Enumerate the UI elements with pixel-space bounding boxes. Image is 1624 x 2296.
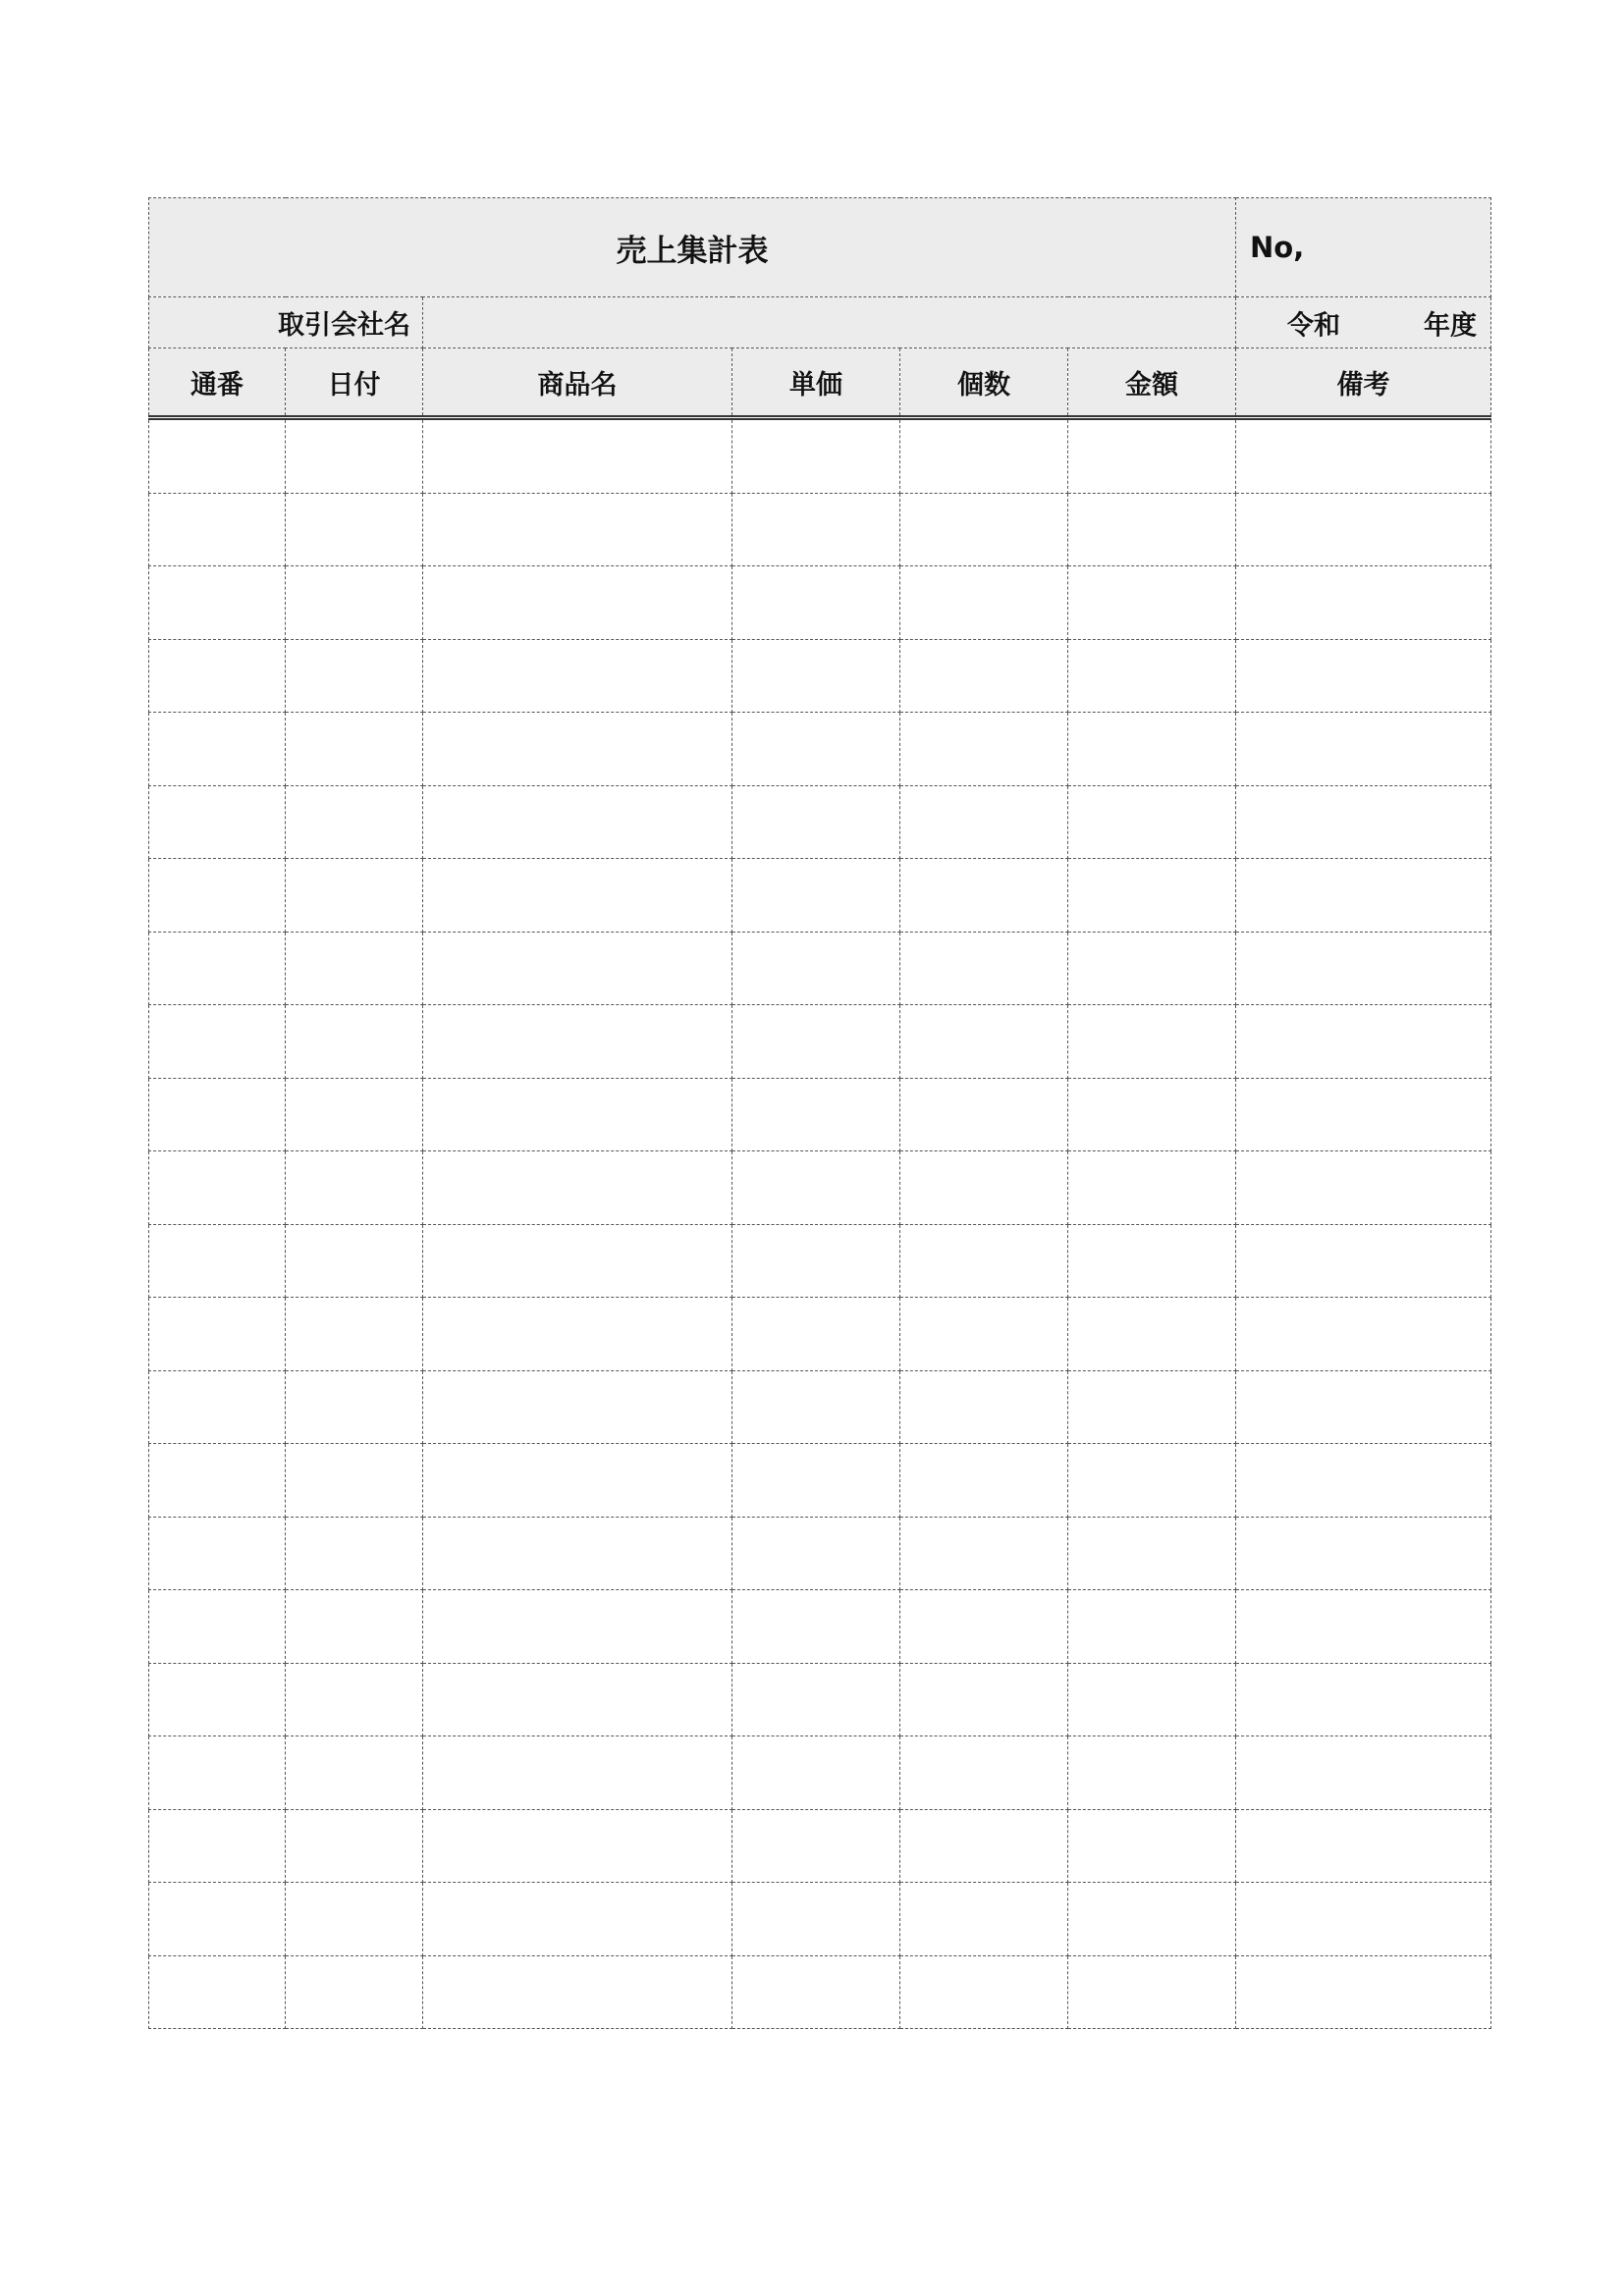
table-row (149, 859, 1491, 933)
amount-cell[interactable] (1068, 639, 1236, 713)
table-row (149, 1444, 1491, 1518)
quantity-cell[interactable] (900, 493, 1068, 566)
date-cell[interactable] (286, 1517, 423, 1590)
quantity-cell[interactable] (900, 1298, 1068, 1371)
remarks-cell[interactable] (1236, 639, 1491, 713)
date-cell[interactable] (286, 1298, 423, 1371)
serial-number-cell[interactable] (149, 1078, 286, 1151)
date-cell[interactable] (286, 859, 423, 933)
serial-number-cell[interactable] (149, 1298, 286, 1371)
amount-cell[interactable] (1068, 1005, 1236, 1079)
quantity-cell[interactable] (900, 418, 1068, 494)
era-label: 令和 (1287, 310, 1340, 341)
amount-cell[interactable] (1068, 1444, 1236, 1518)
remarks-cell[interactable] (1236, 493, 1491, 566)
product-name-cell[interactable] (423, 1663, 732, 1736)
column-header-amount: 金額 (1068, 348, 1236, 418)
date-cell[interactable] (286, 1005, 423, 1079)
date-cell[interactable] (286, 1444, 423, 1518)
product-name-cell[interactable] (423, 1224, 732, 1298)
product-name-cell[interactable] (423, 418, 732, 494)
quantity-cell[interactable] (900, 639, 1068, 713)
remarks-cell[interactable] (1236, 1078, 1491, 1151)
quantity-cell[interactable] (900, 1663, 1068, 1736)
date-cell[interactable] (286, 713, 423, 786)
serial-number-cell[interactable] (149, 1517, 286, 1590)
unit-price-cell[interactable] (732, 1809, 900, 1883)
unit-price-cell[interactable] (732, 1736, 900, 1810)
date-cell[interactable] (286, 1883, 423, 1956)
table-row (149, 418, 1491, 494)
serial-number-cell[interactable] (149, 1370, 286, 1444)
remarks-cell[interactable] (1236, 1517, 1491, 1590)
table-row (149, 1883, 1491, 1956)
date-cell[interactable] (286, 1078, 423, 1151)
table-row (149, 1370, 1491, 1444)
fiscal-year-label: 年度 (1424, 310, 1477, 341)
table-row (149, 713, 1491, 786)
date-cell[interactable] (286, 932, 423, 1005)
serial-number-cell[interactable] (149, 1663, 286, 1736)
product-name-cell[interactable] (423, 1590, 732, 1664)
date-cell[interactable] (286, 1151, 423, 1225)
remarks-cell[interactable] (1236, 418, 1491, 494)
remarks-cell[interactable] (1236, 1005, 1491, 1079)
remarks-cell[interactable] (1236, 1370, 1491, 1444)
amount-cell[interactable] (1068, 1298, 1236, 1371)
remarks-cell[interactable] (1236, 859, 1491, 933)
unit-price-cell[interactable] (732, 1078, 900, 1151)
product-name-cell[interactable] (423, 1955, 732, 2029)
product-name-cell[interactable] (423, 1736, 732, 1810)
amount-cell[interactable] (1068, 566, 1236, 640)
serial-number-cell[interactable] (149, 932, 286, 1005)
serial-number-cell[interactable] (149, 566, 286, 640)
remarks-cell[interactable] (1236, 713, 1491, 786)
product-name-cell[interactable] (423, 1444, 732, 1518)
amount-cell[interactable] (1068, 1663, 1236, 1736)
unit-price-cell[interactable] (732, 713, 900, 786)
table-row (149, 1955, 1491, 2029)
serial-number-cell[interactable] (149, 1955, 286, 2029)
date-cell[interactable] (286, 1809, 423, 1883)
quantity-cell[interactable] (900, 1736, 1068, 1810)
product-name-cell[interactable] (423, 1517, 732, 1590)
quantity-cell[interactable] (900, 932, 1068, 1005)
amount-cell[interactable] (1068, 493, 1236, 566)
quantity-cell[interactable] (900, 1955, 1068, 2029)
unit-price-cell[interactable] (732, 639, 900, 713)
date-cell[interactable] (286, 1955, 423, 2029)
remarks-cell[interactable] (1236, 1809, 1491, 1883)
amount-cell[interactable] (1068, 418, 1236, 494)
date-cell[interactable] (286, 1590, 423, 1664)
quantity-cell[interactable] (900, 1517, 1068, 1590)
quantity-cell[interactable] (900, 1224, 1068, 1298)
remarks-cell[interactable] (1236, 785, 1491, 859)
serial-number-cell[interactable] (149, 713, 286, 786)
sales-summary-table (148, 197, 1491, 2029)
table-row (149, 1663, 1491, 1736)
unit-price-cell[interactable] (732, 1370, 900, 1444)
quantity-cell[interactable] (900, 1078, 1068, 1151)
sales-summary-form (148, 197, 1490, 2029)
table-row (149, 639, 1491, 713)
remarks-cell[interactable] (1236, 566, 1491, 640)
remarks-cell[interactable] (1236, 1736, 1491, 1810)
product-name-cell[interactable] (423, 639, 732, 713)
table-row (149, 566, 1491, 640)
date-cell[interactable] (286, 566, 423, 640)
serial-number-cell[interactable] (149, 1736, 286, 1810)
unit-price-cell[interactable] (732, 1955, 900, 2029)
product-name-cell[interactable] (423, 1809, 732, 1883)
product-name-cell[interactable] (423, 859, 732, 933)
table-row (149, 1809, 1491, 1883)
unit-price-cell[interactable] (732, 859, 900, 933)
table-row (149, 785, 1491, 859)
column-header-row (149, 348, 1491, 418)
unit-price-cell[interactable] (732, 1883, 900, 1956)
remarks-cell[interactable] (1236, 1883, 1491, 1956)
remarks-cell[interactable] (1236, 1444, 1491, 1518)
amount-cell[interactable] (1068, 1590, 1236, 1664)
product-name-cell[interactable] (423, 785, 732, 859)
table-row (149, 1590, 1491, 1664)
date-cell[interactable] (286, 1663, 423, 1736)
quantity-cell[interactable] (900, 566, 1068, 640)
table-row (149, 1151, 1491, 1225)
column-header-unit-price: 単価 (732, 348, 900, 418)
date-cell[interactable] (286, 493, 423, 566)
quantity-cell[interactable] (900, 1444, 1068, 1518)
unit-price-cell[interactable] (732, 785, 900, 859)
unit-price-cell[interactable] (732, 1224, 900, 1298)
table-row (149, 493, 1491, 566)
product-name-cell[interactable] (423, 1078, 732, 1151)
date-cell[interactable] (286, 1224, 423, 1298)
serial-number-cell[interactable] (149, 639, 286, 713)
serial-number-cell[interactable] (149, 418, 286, 494)
amount-cell[interactable] (1068, 1151, 1236, 1225)
unit-price-cell[interactable] (732, 566, 900, 640)
table-row (149, 1078, 1491, 1151)
serial-number-cell[interactable] (149, 493, 286, 566)
amount-cell[interactable] (1068, 713, 1236, 786)
amount-cell[interactable] (1068, 1517, 1236, 1590)
column-header-product-name: 商品名 (423, 348, 732, 418)
serial-number-cell[interactable] (149, 1005, 286, 1079)
column-header-remarks: 備考 (1236, 348, 1491, 418)
amount-cell[interactable] (1068, 859, 1236, 933)
amount-cell[interactable] (1068, 1955, 1236, 2029)
table-row (149, 1298, 1491, 1371)
company-name-field[interactable] (423, 297, 1236, 348)
amount-cell[interactable] (1068, 1809, 1236, 1883)
amount-cell[interactable] (1068, 1078, 1236, 1151)
amount-cell[interactable] (1068, 1736, 1236, 1810)
quantity-cell[interactable] (900, 1370, 1068, 1444)
unit-price-cell[interactable] (732, 1590, 900, 1664)
company-name-label: 取引会社名 (149, 297, 423, 348)
product-name-cell[interactable] (423, 566, 732, 640)
product-name-cell[interactable] (423, 1151, 732, 1225)
quantity-cell[interactable] (900, 1005, 1068, 1079)
unit-price-cell[interactable] (732, 932, 900, 1005)
unit-price-cell[interactable] (732, 1151, 900, 1225)
remarks-cell[interactable] (1236, 1590, 1491, 1664)
unit-price-cell[interactable] (732, 1444, 900, 1518)
date-cell[interactable] (286, 785, 423, 859)
unit-price-cell[interactable] (732, 418, 900, 494)
column-header-date: 日付 (286, 348, 423, 418)
column-header-quantity: 個数 (900, 348, 1068, 418)
quantity-cell[interactable] (900, 1809, 1068, 1883)
table-row (149, 1736, 1491, 1810)
unit-price-cell[interactable] (732, 493, 900, 566)
serial-number-cell[interactable] (149, 1444, 286, 1518)
serial-number-cell[interactable] (149, 1883, 286, 1956)
amount-cell[interactable] (1068, 1883, 1236, 1956)
remarks-cell[interactable] (1236, 932, 1491, 1005)
unit-price-cell[interactable] (732, 1517, 900, 1590)
product-name-cell[interactable] (423, 713, 732, 786)
remarks-cell[interactable] (1236, 1955, 1491, 2029)
page-title: 売上集計表 (149, 198, 1236, 297)
table-row (149, 932, 1491, 1005)
product-name-cell[interactable] (423, 932, 732, 1005)
serial-number-cell[interactable] (149, 1590, 286, 1664)
quantity-cell[interactable] (900, 785, 1068, 859)
column-header-serial-number: 通番 (149, 348, 286, 418)
remarks-cell[interactable] (1236, 1151, 1491, 1225)
quantity-cell[interactable] (900, 1883, 1068, 1956)
unit-price-cell[interactable] (732, 1005, 900, 1079)
fiscal-year-field[interactable] (1236, 297, 1491, 348)
company-row (149, 297, 1491, 348)
quantity-cell[interactable] (900, 713, 1068, 786)
quantity-cell[interactable] (900, 859, 1068, 933)
table-row (149, 1517, 1491, 1590)
amount-cell[interactable] (1068, 785, 1236, 859)
serial-number-cell[interactable] (149, 1809, 286, 1883)
table-row (149, 1224, 1491, 1298)
table-row (149, 1005, 1491, 1079)
date-cell[interactable] (286, 1736, 423, 1810)
date-cell[interactable] (286, 418, 423, 494)
remarks-cell[interactable] (1236, 1224, 1491, 1298)
amount-cell[interactable] (1068, 1224, 1236, 1298)
remarks-cell[interactable] (1236, 1663, 1491, 1736)
product-name-cell[interactable] (423, 1370, 732, 1444)
product-name-cell[interactable] (423, 493, 732, 566)
amount-cell[interactable] (1068, 932, 1236, 1005)
amount-cell[interactable] (1068, 1370, 1236, 1444)
date-cell[interactable] (286, 639, 423, 713)
title-row (149, 198, 1491, 297)
serial-number-cell[interactable] (149, 1224, 286, 1298)
product-name-cell[interactable] (423, 1298, 732, 1371)
unit-price-cell[interactable] (732, 1663, 900, 1736)
serial-number-cell[interactable] (149, 859, 286, 933)
serial-number-cell[interactable] (149, 1151, 286, 1225)
date-cell[interactable] (286, 1370, 423, 1444)
quantity-cell[interactable] (900, 1151, 1068, 1225)
remarks-cell[interactable] (1236, 1298, 1491, 1371)
serial-number-cell[interactable] (149, 785, 286, 859)
product-name-cell[interactable] (423, 1883, 732, 1956)
quantity-cell[interactable] (900, 1590, 1068, 1664)
unit-price-cell[interactable] (732, 1298, 900, 1371)
document-number-label: No, (1236, 198, 1491, 297)
product-name-cell[interactable] (423, 1005, 732, 1079)
